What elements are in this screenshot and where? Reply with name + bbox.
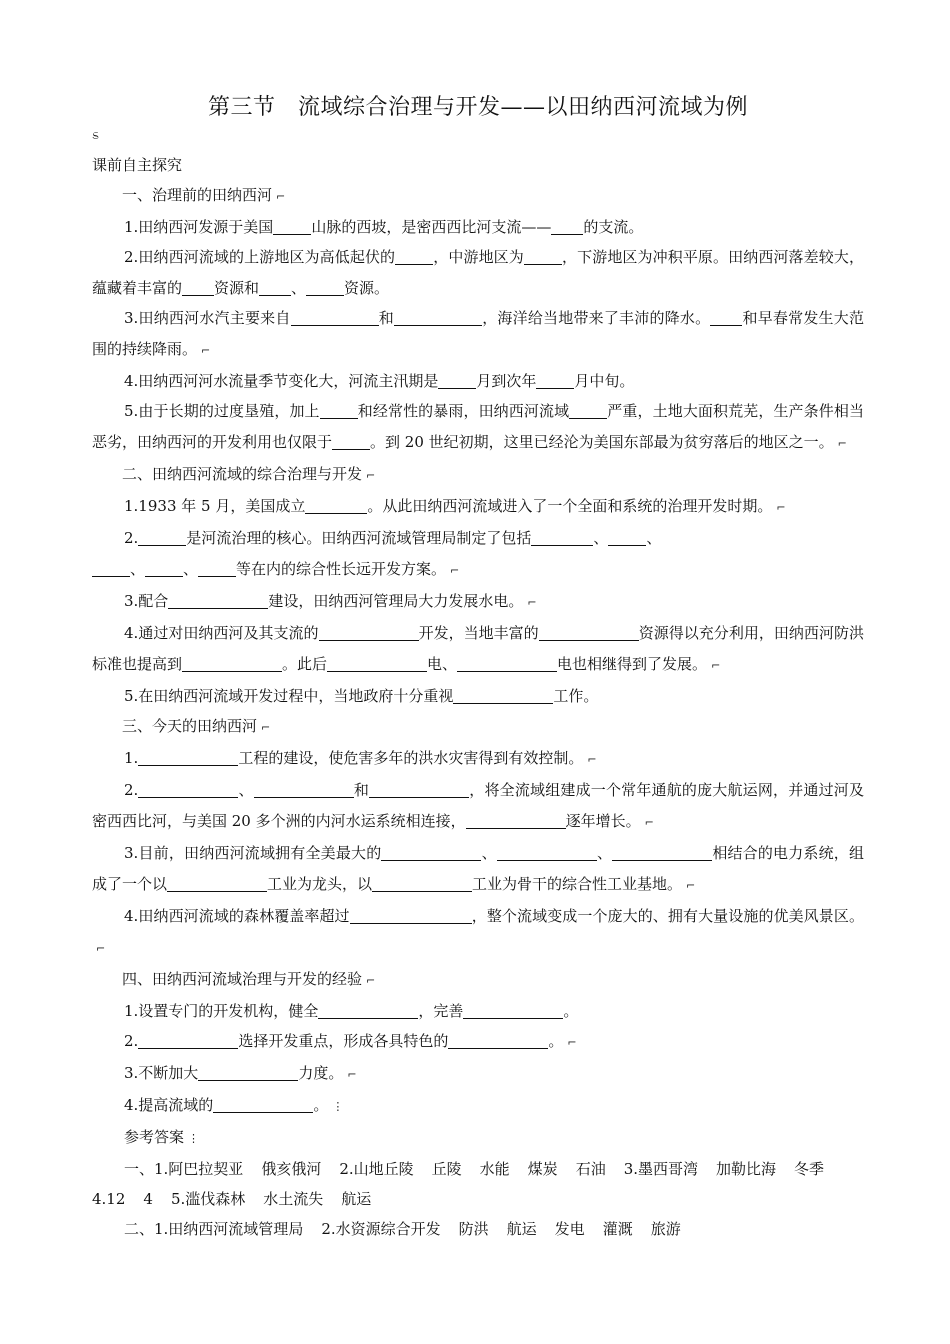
page-title: 第三节 流域综合治理与开发——以田纳西河流域为例 bbox=[207, 95, 748, 120]
part4-q1: 1.设置专门的开发机构，健全 ，完善 。 bbox=[124, 1002, 579, 1020]
part1-q4: 4.田纳西河河水流量季节变化大，河流主汛期是 月到次年 月中旬。 bbox=[124, 372, 635, 390]
answers-line-3: 二、1.田纳西河流域管理局 2.水资源综合开发 防洪 航运 发电 灌溉 旅游 bbox=[124, 1220, 681, 1238]
part1-q5: 5.由于长期的过度垦殖，加上 和经常性的暴雨，田纳西河流域 严重，土地大面积荒芜，生产条件相当恶劣，田纳西河的开发利用也仅限于 。到 20 世纪初期，这里已经沦为美国东部最为贫穷落后的地区之一。 ⌐ bbox=[92, 402, 864, 451]
part2-heading: 二、田纳西河流域的综合治理与开发 ⌐ bbox=[122, 465, 376, 483]
part4-heading: 四、田纳西河流域治理与开发的经验 ⌐ bbox=[122, 970, 376, 988]
part4-q3: 3.不断加大 力度。 ⌐ bbox=[124, 1064, 357, 1082]
part1-q1: 1.田纳西河发源于美国 山脉的西坡，是密西西比河支流—— 的支流。 bbox=[124, 218, 644, 236]
part3-q3: 3.目前，田纳西河流域拥有全美最大的 、 、 相结合的电力系统，组成了一个以 工业为龙头，以 工业为骨干的综合性工业基地。 ⌐ bbox=[92, 844, 864, 893]
part1-q2: 2.田纳西河流域的上游地区为高低起伏的 ，中游地区为 ，下游地区为冲积平原。田纳西河落差较大，蕴藏着丰富的 资源和 、 资源。 bbox=[92, 248, 864, 297]
part2-q4: 4.通过对田纳西河及其支流的 开发，当地丰富的 资源得以充分利用，田纳西河防洪标准也提高到 。此后 电、 电也相继得到了发展。 ⌐ bbox=[92, 624, 864, 673]
part4-q4: 4.提高流域的 。 ⋮ bbox=[124, 1096, 344, 1114]
section-header: 课前自主探究 bbox=[92, 156, 183, 174]
answers-line-2: 4.12 4 5.滥伐森林 水土流失 航运 bbox=[92, 1190, 372, 1208]
part3-q4: 4.田纳西河流域的森林覆盖率超过 ，整个流域变成一个庞大的、拥有大量设施的优美风景区。⌐ bbox=[96, 907, 864, 955]
part3-heading: 三、今天的田纳西河 ⌐ bbox=[122, 717, 271, 735]
part4-q2: 2. 选择开发重点，形成各具特色的 。 ⌐ bbox=[124, 1032, 577, 1050]
part1-q3: 3.田纳西河水汽主要来自 和 ，海洋给当地带来了丰沛的降水。 和早春常发生大范围的持续降雨。 ⌐ bbox=[92, 309, 864, 358]
watermark-glyph: ಽ bbox=[92, 128, 99, 143]
answers-heading: 参考答案 ⋮ bbox=[124, 1128, 200, 1146]
part2-q3: 3.配合 建设，田纳西河管理局大力发展水电。 ⌐ bbox=[124, 592, 537, 610]
part3-q1: 1. 工程的建设，使危害多年的洪水灾害得到有效控制。 ⌐ bbox=[124, 749, 597, 767]
answers-line-1: 一、1.阿巴拉契亚 俄亥俄河 2.山地丘陵 丘陵 水能 煤炭 石油 3.墨西哥湾 加勒比海 冬季 bbox=[124, 1160, 825, 1178]
part3-q2: 2. 、 和 ，将全流域组建成一个常年通航的庞大航运网，并通过河及密西西比河，与美国 20 多个洲的内河水运系统相连接， 逐年增长。 ⌐ bbox=[92, 781, 864, 830]
part1-heading: 一、治理前的田纳西河 ⌐ bbox=[122, 186, 286, 204]
part2-q1: 1.1933 年 5 月，美国成立 。从此田纳西河流域进入了一个全面和系统的治理开发时期。 ⌐ bbox=[124, 497, 786, 515]
part2-q5: 5.在田纳西河流域开发过程中，当地政府十分重视 工作。 bbox=[124, 687, 599, 705]
part2-q2: 2. 是河流治理的核心。田纳西河流域管理局制定了包括 、 、 、 、 等在内的综合性长远开发方案。 ⌐ bbox=[92, 523, 864, 586]
